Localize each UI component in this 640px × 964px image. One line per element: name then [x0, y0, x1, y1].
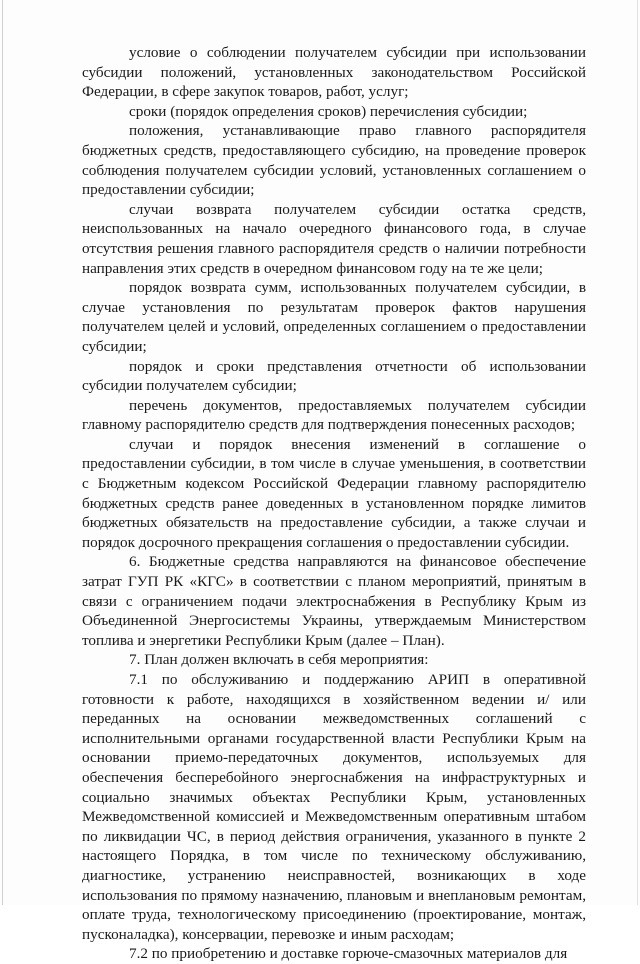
paragraph-reporting: порядок и сроки представления отчетности об использовании субсидии получателем субсидии;	[82, 357, 586, 395]
paragraph-section-7-2: 7.2 по приобретению и доставке горюче-смазочных материалов для	[129, 945, 568, 963]
paragraph-agreement-changes: случаи и порядок внесения изменений в соглашение о предоставлении субсидии, в том числе в случае уменьшения, в соответствии с Бюджетным кодексом Российской Федерации главному распорядителю бюджетных средств ранее доведенных в установленном порядке лимитов бюджетных обязательств на предоставление субсидии, а также случаи и порядок досрочного прекращения соглашения о предоставлении субсидии.	[82, 435, 586, 551]
paragraph-balance-return: случаи возврата получателем субсидии остатка средств, неиспользованных на начало очередного финансового года, в случае отсутствия решения главного распорядителя средств о наличии потребности направления этих средств в очередном финансовом году на те же цели;	[82, 200, 586, 277]
document-body	[82, 43, 586, 964]
paragraph-transfer-terms: сроки (порядок определения сроков) перечисления субсидии;	[129, 102, 528, 120]
paragraph-inspection-rights: положения, устанавливающие право главного распорядителя бюджетных средств, предоставляющего субсидию, на проведение проверок соблюдения получателем субсидии условий, установленных соглашением о предоставлении субсидии;	[82, 122, 586, 199]
paragraph-procurement-condition: условие о соблюдении получателем субсидии при использовании субсидии положений, установленных законодательством Российской Федерации, в сфере закупок товаров, работ, услуг;	[82, 44, 586, 101]
paragraph-section-7: 7. План должен включать в себя мероприятия:	[129, 651, 429, 669]
paragraph-documents-list: перечень документов, предоставляемых получателем субсидии главному распорядителю средств для подтверждения понесенных расходов;	[82, 396, 586, 434]
paragraph-section-7-1: 7.1 по обслуживанию и поддержанию АРИП в оперативной готовности к работе, находящихся в хозяйственном ведении и/ или переданных на основании межведомственных соглашений с исполнительными органами государственной власти Республики Крым на основании приемо-передаточных документов, используемых для обеспечения бесперебойного энергоснабжения на инфраструктурных и социально значимых объектах Республики Крым, установленных Межведомственной комиссией и Межведомственным оперативным штабом по ликвидации ЧС, в период действия ограничения, указанного в пункте 2 настоящего Порядка, в том числе по техническому обслуживанию, диагностике, устранению неисправностей, возникающих в ходе использования по прямому назначению, плановым и внеплановым ремонтам, оплате труда, технологическому присоединению (проектирование, монтаж, пусконаладка), консервации, перевозке и иным расходам;	[82, 671, 586, 943]
page-edge-left	[2, 0, 3, 905]
paragraph-funds-return: порядок возврата сумм, использованных получателем субсидии, в случае установления по результатам проверок фактов нарушения получателем целей и условий, определенных соглашением о предоставлении субсидии;	[82, 279, 586, 355]
paragraph-section-6: 6. Бюджетные средства направляются на финансовое обеспечение затрат ГУП РК «КГС» в соответствии с планом мероприятий, принятым в связи с ограничением подачи электроснабжения в Республику Крым из Объединенной Энергосистемы Украины, утверждаемым Министерством топлива и энергетики Республики Крым (далее – План).	[82, 553, 586, 649]
page-edge-right	[637, 0, 638, 905]
